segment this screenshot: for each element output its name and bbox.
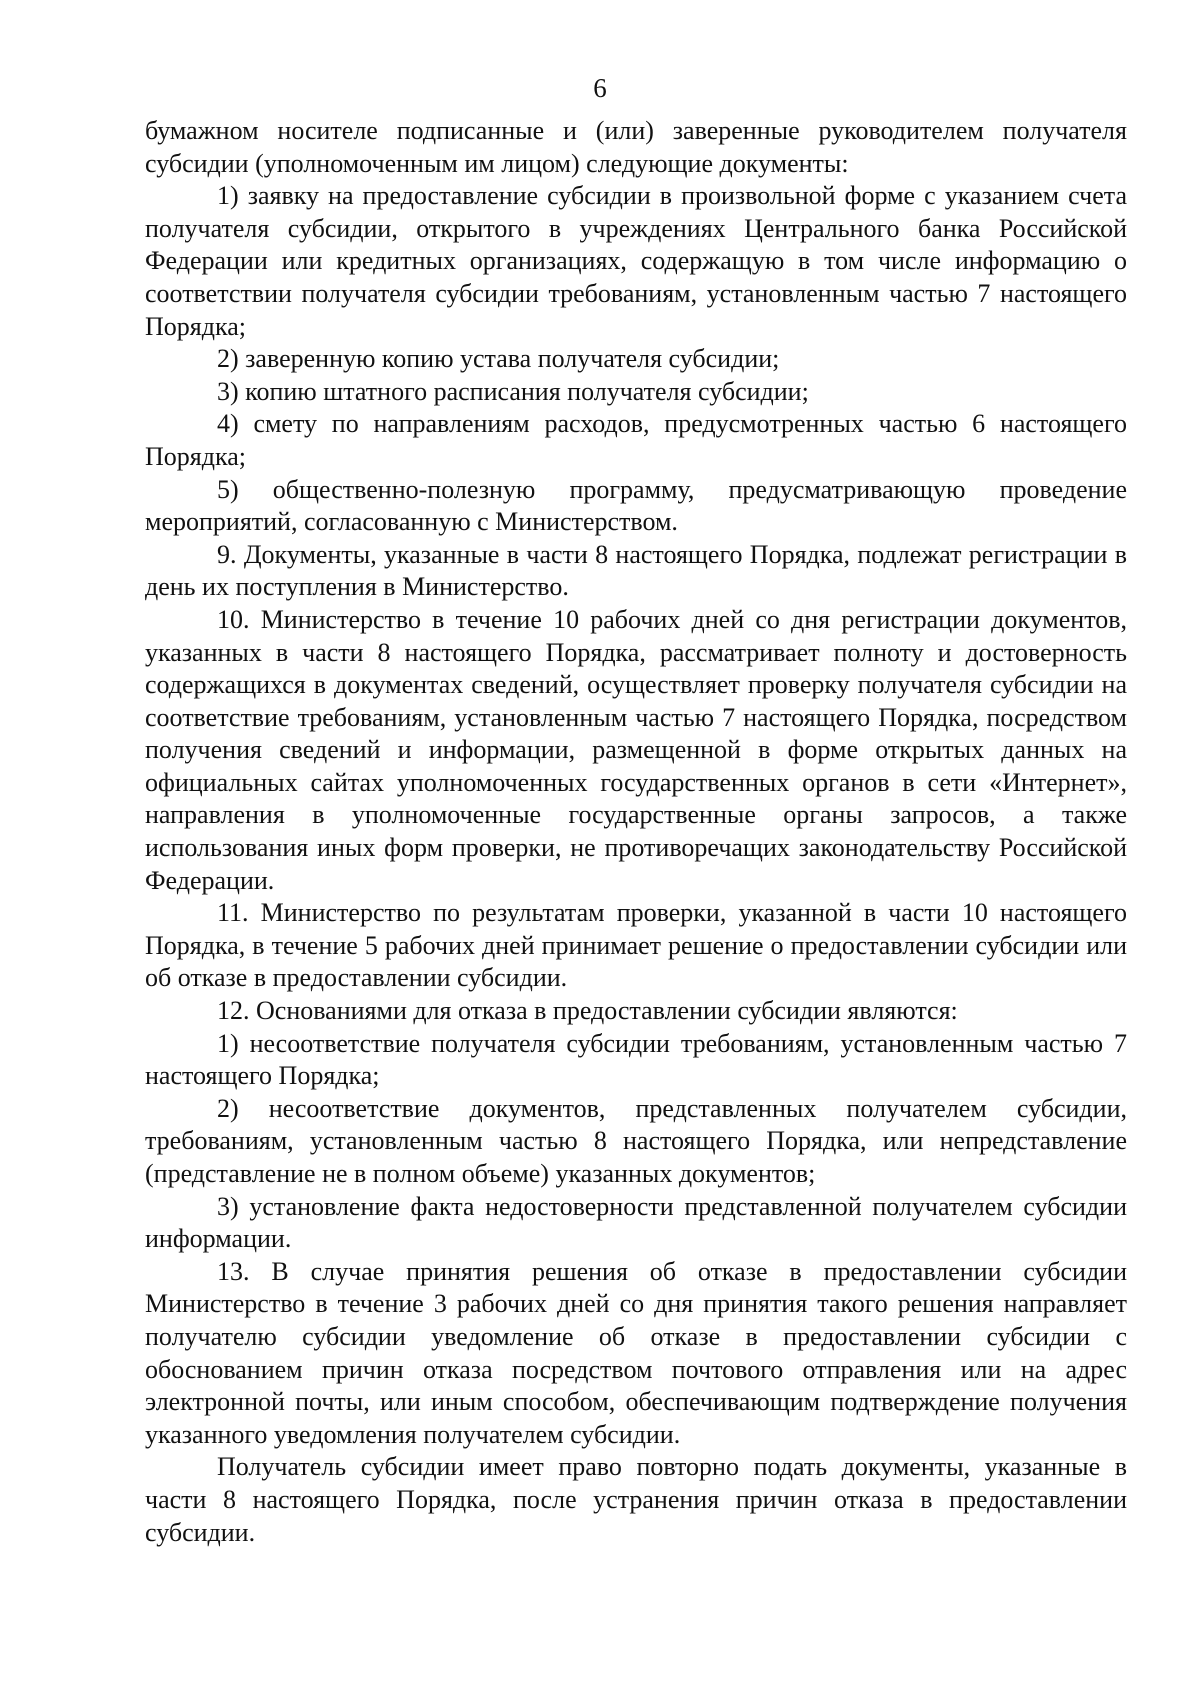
paragraph-section-13: 13. В случае принятия решения об отказе в предоставлении субсидии Министерство в течение 3 рабочих дней со дня принятия такого решения направляет получателю субсидии уведомление об отказе в предоставлении субсидии с обоснованием причин отказа посредством почтового отправления или на адрес электронной почты, или иным способом, обеспечивающим подтверждение получения указанного уведомления получателем субсидии. [145,1256,1127,1449]
paragraph-section-11: 11. Министерство по результатам проверки, указанной в части 10 настоящего Порядка, в течение 5 рабочих дней принимает решение о предоставлении субсидии или об отказе в предоставлении субсидии. [145,898,1127,993]
paragraph-refusal-reason-3: 3) установление факта недостоверности представленной получателем субсидии информации. [145,1191,1127,1254]
paragraph-continuation: бумажном носителе подписанные и (или) заверенные руководителем получателя субсидии (уполномоченным им лицом) следующие документы: [145,116,1127,178]
paragraph-resubmission: Получатель субсидии имеет право повторно подать документы, указанные в части 8 настоящего Порядка, после устранения причин отказа в предоставлении субсидии. [145,1452,1127,1547]
paragraph-item-4-cost-estimate: 4) смету по направлениям расходов, предусмотренных частью 6 настоящего Порядка; [145,409,1127,471]
paragraph-item-3-staff-schedule: 3) копию штатного расписания получателя субсидии; [217,376,809,406]
paragraph-item-5-program: 5) общественно-полезную программу, предусматривающую проведение мероприятий, согласованную с Министерством. [145,474,1127,537]
paragraph-refusal-reason-2: 2) несоответствие документов, представленных получателем субсидии, требованиям, установленным частью 8 настоящего Порядка, или непредставление (представление не в полном объеме) указанных документов; [145,1093,1127,1188]
document-body [145,115,1127,1549]
paragraph-item-1-application: 1) заявку на предоставление субсидии в произвольной форме с указанием счета получателя субсидии, открытого в учреждениях Центрального банка Российской Федерации или кредитных организациях, содержащую в том числе информацию о соответствии получателя субсидии требованиям, установленным частью 7 настоящего Порядка; [145,181,1127,341]
page-number: 6 [593,73,607,103]
paragraph-item-2-charter-copy: 2) заверенную копию устава получателя субсидии; [217,344,780,374]
paragraph-section-12: 12. Основаниями для отказа в предоставлении субсидии являются: [217,996,958,1026]
paragraph-section-9: 9. Документы, указанные в части 8 настоящего Порядка, подлежат регистрации в день их поступления в Министерство. [145,539,1127,602]
paragraph-section-10: 10. Министерство в течение 10 рабочих дней со дня регистрации документов, указанных в части 8 настоящего Порядка, рассматривает полноту и достоверность содержащихся в документах сведений, осуществляет проверку получателя субсидии на соответствие требованиям, установленным частью 7 настоящего Порядка, посредством получения сведений и информации, размещенной в форме открытых данных на официальных сайтах уполномоченных государственных органов в сети «Интернет», направления в уполномоченные государственные органы запросов, а также использования иных форм проверки, не противоречащих законодательству Российской Федерации. [145,604,1127,895]
paragraph-refusal-reason-1: 1) несоответствие получателя субсидии требованиям, установленным частью 7 настоящего Порядка; [145,1028,1127,1091]
